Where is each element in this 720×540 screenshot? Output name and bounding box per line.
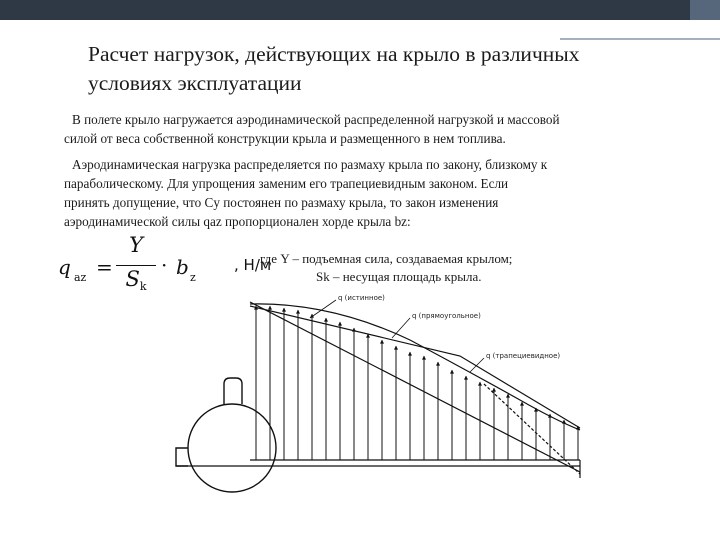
formula-unit: , Н/м — [234, 256, 272, 274]
paragraph-2-line-3: принять допущение, что Cy постоянен по размаху крыла, то закон изменения — [64, 195, 499, 210]
formula-q: q — [58, 255, 71, 279]
curve-true — [250, 304, 580, 430]
formula-dot: · — [161, 253, 168, 277]
paragraph-1-line-2: силой от веса собственной конструкции крыла и размещенного в нем топлива. — [64, 131, 506, 146]
formula-b: b — [176, 255, 189, 279]
paragraph-1-line-1: В полете крыло нагружается аэродинамической распределенной нагрузкой и массовой — [72, 112, 560, 127]
formula-numerator: Y — [129, 233, 143, 257]
leader-trap — [470, 358, 484, 372]
paragraph-2-line-4: аэродинамической силы qaz пропорционален хорде крыла bz: — [64, 214, 411, 229]
curve-trap — [250, 302, 580, 472]
load-arrows — [256, 306, 578, 460]
formula-legend-line-1: где Y – подъемная сила, создаваемая крылом; — [260, 251, 513, 266]
paragraph-2-line-1: Аэродинамическая нагрузка распределяется по размаху крыла по закону, близкому к — [72, 157, 548, 172]
fuselage-group — [176, 378, 276, 492]
formula-denominator-main: S — [125, 267, 140, 291]
wing-baseline-group — [176, 460, 580, 478]
formula-equals: = — [96, 255, 113, 279]
label-leaders — [310, 300, 484, 372]
fuselage-bracket — [176, 448, 188, 466]
fuselage-fin — [224, 378, 242, 404]
formula-q-subscript: az — [74, 271, 87, 284]
distribution-curves — [250, 302, 580, 474]
formula-denominator-subscript: k — [139, 280, 147, 293]
label-true: q (истинное) — [338, 294, 385, 302]
fuselage-circle — [188, 404, 276, 492]
slide-title-line-2: условиях эксплуатации — [88, 71, 302, 95]
paragraph-2-line-2: параболическому. Для упрощения заменим его трапециевидным законом. Если — [64, 176, 509, 191]
formula-b-subscript: z — [190, 271, 196, 284]
formula-legend-line-2: Sk – несущая площадь крыла. — [316, 269, 482, 284]
leader-rect — [392, 318, 410, 338]
label-rect: q (прямоугольное) — [412, 312, 481, 320]
slide-title-line-1: Расчет нагрузок, действующих на крыло в различных — [88, 42, 580, 66]
label-trap: q (трапециевидное) — [486, 352, 561, 360]
curve-rect — [250, 306, 580, 428]
